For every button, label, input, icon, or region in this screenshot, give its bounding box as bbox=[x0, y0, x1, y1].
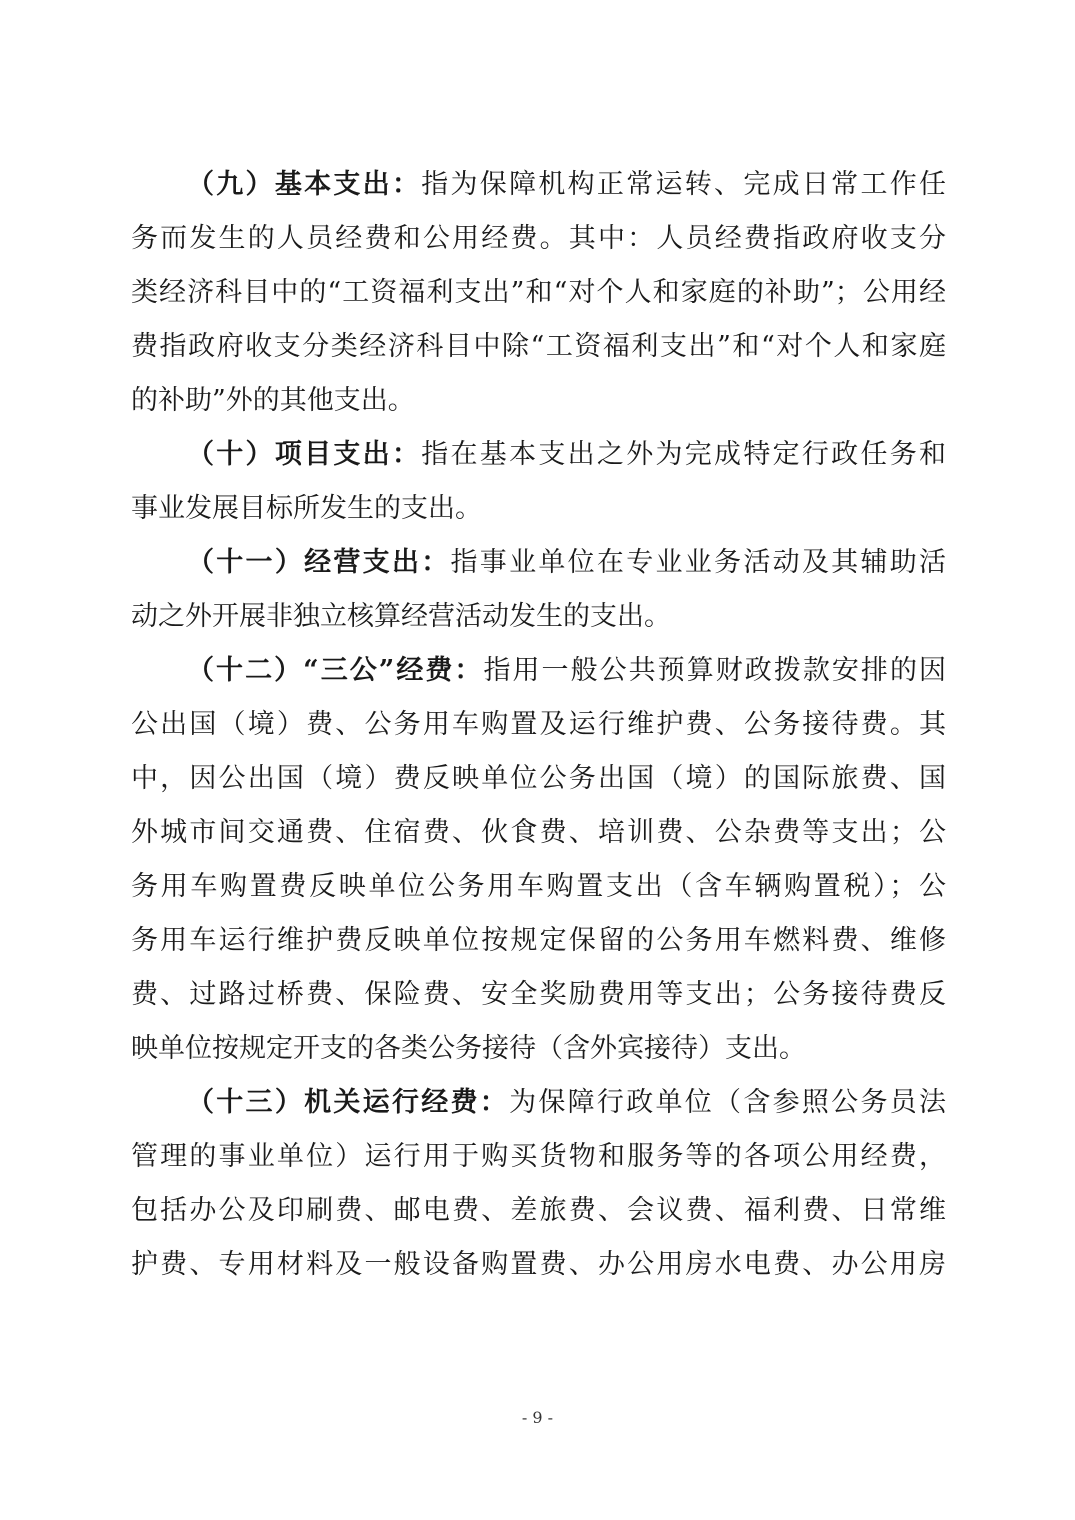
paragraph-heading: （十二）“三公”经费： bbox=[187, 655, 484, 686]
paragraph-line: （十）项目支出：指在基本支出之外为完成特定行政任务和 bbox=[187, 439, 947, 470]
paragraph-line: 事业发展目标所发生的支出。 bbox=[131, 493, 482, 524]
paragraph-line: 映单位按规定开支的各类公务接待（含外宾接待）支出。 bbox=[131, 1033, 806, 1064]
paragraph-line: 管理的事业单位）运行用于购买货物和服务等的各项公用经费， bbox=[131, 1141, 946, 1172]
paragraph-line: 的补助”外的其他支出。 bbox=[131, 385, 415, 416]
paragraph-line: 务而发生的人员经费和公用经费。其中：人员经费指政府收支分 bbox=[131, 223, 946, 254]
paragraph-line: （十一）经营支出：指事业单位在专业业务活动及其辅助活 bbox=[187, 547, 947, 578]
paragraph-line: 中，因公出国（境）费反映单位公务出国（境）的国际旅费、国 bbox=[131, 763, 946, 794]
document-body bbox=[131, 158, 946, 1292]
paragraph-heading: （十三）机关运行经费： bbox=[187, 1087, 510, 1118]
page-number: - 9 - bbox=[521, 1408, 554, 1427]
paragraph-heading: （十一）经营支出： bbox=[187, 547, 451, 578]
paragraph-line: 费、过路过桥费、保险费、安全奖励费用等支出；公务接待费反 bbox=[131, 979, 946, 1010]
paragraph-line: 护费、专用材料及一般设备购置费、办公用房水电费、办公用房 bbox=[131, 1249, 946, 1280]
paragraph-line: 动之外开展非独立核算经营活动发生的支出。 bbox=[131, 601, 671, 632]
paragraph-line: 包括办公及印刷费、邮电费、差旅费、会议费、福利费、日常维 bbox=[131, 1195, 946, 1226]
paragraph-line: 类经济科目中的“工资福利支出”和“对个人和家庭的补助”；公用经 bbox=[131, 277, 946, 308]
paragraph-line: 外城市间交通费、住宿费、伙食费、培训费、公杂费等支出；公 bbox=[131, 817, 946, 848]
paragraph-heading: （十）项目支出： bbox=[187, 439, 422, 470]
paragraph-line: （九）基本支出：指为保障机构正常运转、完成日常工作任 bbox=[187, 169, 947, 200]
paragraph-line: （十二）“三公”经费：指用一般公共预算财政拨款安排的因 bbox=[187, 655, 947, 686]
paragraph-line: 费指政府收支分类经济科目中除“工资福利支出”和“对个人和家庭 bbox=[131, 331, 946, 362]
paragraph-line: （十三）机关运行经费：为保障行政单位（含参照公务员法 bbox=[187, 1087, 947, 1118]
paragraph-line: 公出国（境）费、公务用车购置及运行维护费、公务接待费。其 bbox=[131, 709, 946, 740]
paragraph-line: 务用车运行维护费反映单位按规定保留的公务用车燃料费、维修 bbox=[131, 925, 946, 956]
paragraph-line: 务用车购置费反映单位公务用车购置支出（含车辆购置税）；公 bbox=[131, 871, 946, 902]
paragraph-heading: （九）基本支出： bbox=[187, 169, 422, 200]
